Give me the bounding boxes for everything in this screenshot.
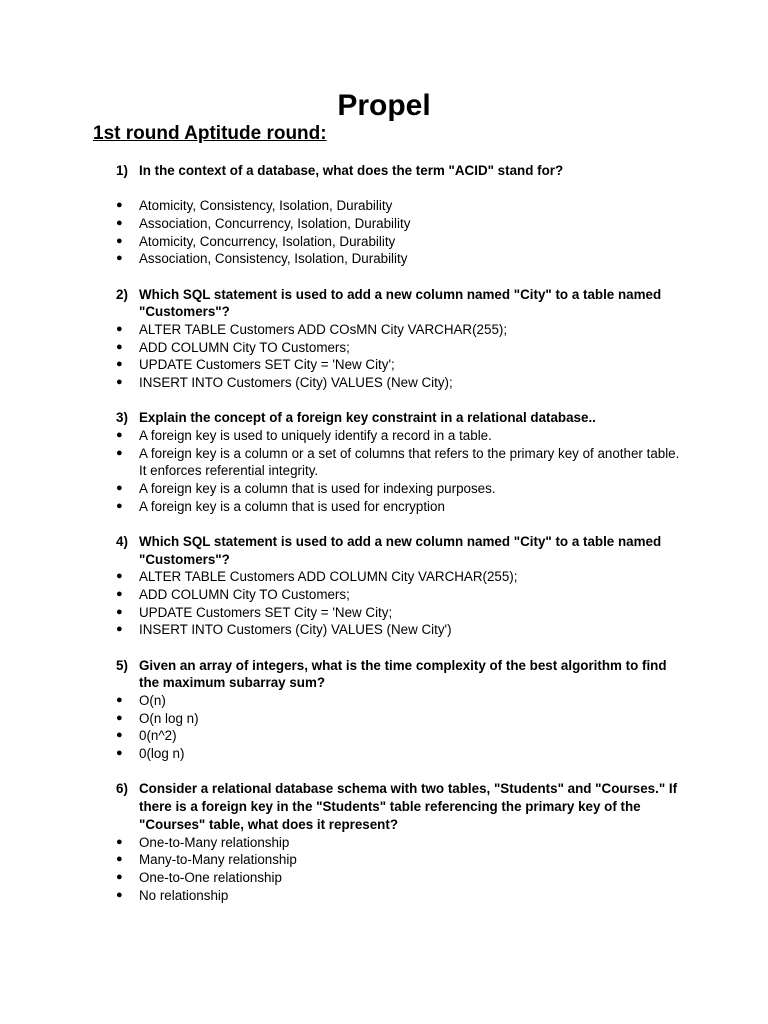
question-1 [116,162,682,268]
question-text: In the context of a database, what does the term "ACID" stand for? [139,163,564,178]
option-text: INSERT INTO Customers (City) VALUES (New City') [139,622,452,638]
option-text: ADD COLUMN City TO Customers; [139,339,350,355]
option-text: O(n) [139,693,166,709]
option-text: One-to-One relationship [139,869,282,885]
bullet-icon: ● [116,340,123,353]
bullet-icon: ● [116,322,123,335]
answer-option [116,586,682,604]
question-number: 2) [116,286,128,302]
answer-option [116,427,682,445]
question-text: Which SQL statement is used to add a new column named "City" to a table named "Customers"? [139,286,662,320]
question-number: 1) [116,163,128,178]
bullet-icon: ● [116,711,123,724]
answer-option [116,745,682,763]
option-text: A foreign key is a column that is used for indexing purposes. [139,481,496,497]
bullet-icon: ● [116,588,123,601]
bullet-icon: ● [116,216,123,229]
option-text: 0(log n) [139,746,185,762]
question-text: Which SQL statement is used to add a new column named "City" to a table named "Customers"? [139,533,662,567]
question-list [116,162,682,922]
option-text: A foreign key is a column or a set of columns that refers to the primary key of another table. It enforces referential integrity. [139,445,680,479]
option-text: Atomicity, Consistency, Isolation, Durability [139,198,393,214]
bullet-icon: ● [116,199,123,212]
option-text: INSERT INTO Customers (City) VALUES (New City); [139,375,453,391]
option-text: ADD COLUMN City TO Customers; [139,587,350,603]
question-number: 6) [116,781,128,797]
question-4 [116,533,682,639]
bullet-icon: ● [116,888,123,901]
answer-option [116,568,682,586]
bullet-icon: ● [116,853,123,866]
bullet-icon: ● [116,835,123,848]
option-text: Atomicity, Concurrency, Isolation, Durability [139,233,396,249]
option-text: Association, Concurrency, Isolation, Durability [139,215,411,231]
option-text: One-to-Many relationship [139,834,290,850]
answer-option [116,233,682,251]
bullet-icon: ● [116,234,123,247]
answer-option [116,197,682,215]
option-text: UPDATE Customers SET City = 'New City; [139,604,393,620]
bullet-icon: ● [116,870,123,883]
question-2 [116,286,682,392]
answer-option [116,604,682,622]
option-text: 0(n^2) [139,728,177,744]
bullet-icon: ● [116,623,123,636]
question-number: 4) [116,533,128,549]
answer-option [116,621,682,639]
question-number: 5) [116,657,128,673]
answer-option [116,374,682,392]
option-text: O(n log n) [139,710,199,726]
question-heading [116,162,682,180]
question-5 [116,657,682,763]
answer-option [116,250,682,268]
page-title: Propel [337,89,431,122]
bullet-icon: ● [116,252,123,265]
question-3 [116,409,682,515]
bullet-icon: ● [116,747,123,760]
bullet-icon: ● [116,570,123,583]
option-text: ALTER TABLE Customers ADD COsMN City VARCHAR(255); [139,321,508,337]
question-heading [116,286,682,321]
bullet-icon: ● [116,446,123,459]
question-heading [116,409,682,427]
answer-option [116,727,682,745]
option-text: A foreign key is a column that is used for encryption [139,498,445,514]
answer-option [116,710,682,728]
answer-option [116,869,682,887]
question-heading [116,657,682,692]
option-text: UPDATE Customers SET City = 'New City'; [139,357,395,373]
answer-option [116,339,682,357]
option-text: A foreign key is used to uniquely identify a record in a table. [139,427,492,443]
spacer [116,180,682,198]
answer-option [116,356,682,374]
section-heading: 1st round Aptitude round: [93,123,327,144]
answer-option [116,851,682,869]
answer-option [116,480,682,498]
answer-option [116,834,682,852]
question-number: 3) [116,410,128,426]
option-text: ALTER TABLE Customers ADD COLUMN City VARCHAR(255); [139,569,518,585]
option-text: No relationship [139,887,229,903]
answer-option [116,887,682,905]
answer-option [116,321,682,339]
question-heading [116,533,682,568]
option-text: Association, Consistency, Isolation, Durability [139,251,408,267]
bullet-icon: ● [116,694,123,707]
bullet-icon: ● [116,376,123,389]
question-6 [116,780,682,904]
bullet-icon: ● [116,499,123,512]
question-text: Consider a relational database schema with two tables, "Students" and "Courses." If there is a foreign key in the "Students" table referencing the primary key of the "Courses" table, what does it represent? [139,781,678,832]
bullet-icon: ● [116,428,123,441]
bullet-icon: ● [116,605,123,618]
answer-option [116,692,682,710]
question-text: Given an array of integers, what is the time complexity of the best algorithm to find the maximum subarray sum? [139,657,667,691]
answer-option [116,445,682,480]
answer-option [116,215,682,233]
answer-option [116,498,682,516]
bullet-icon: ● [116,358,123,371]
bullet-icon: ● [116,482,123,495]
question-heading [116,780,682,833]
bullet-icon: ● [116,729,123,742]
option-text: Many-to-Many relationship [139,852,297,868]
question-text: Explain the concept of a foreign key constraint in a relational database.. [139,410,596,426]
